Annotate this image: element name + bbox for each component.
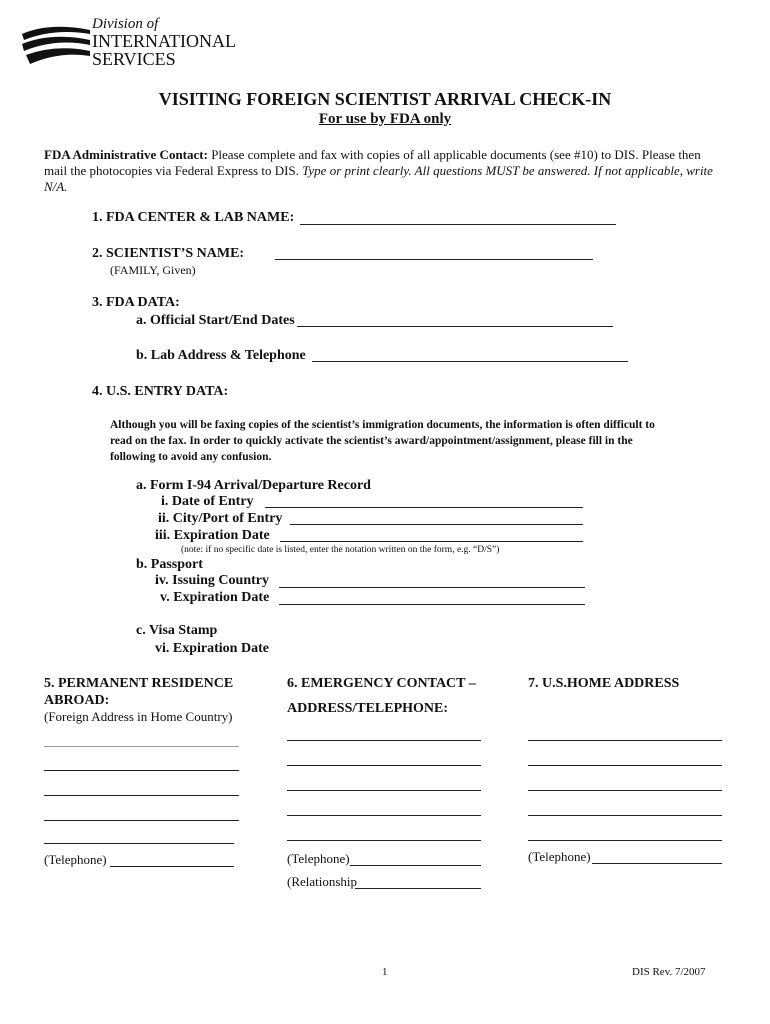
col6-address-line[interactable]: [287, 840, 481, 841]
passport-expiration-field[interactable]: [279, 604, 585, 605]
col5-address-line[interactable]: [44, 746, 239, 747]
visa-heading: c. Visa Stamp: [136, 623, 218, 638]
intro-italic: Type or print clearly. All questions MUST be answered. If not applicable, write: [302, 163, 713, 178]
i94-date-of-entry-field[interactable]: [265, 507, 583, 508]
q3a-label: a. Official Start/End Dates: [136, 313, 295, 328]
col7-telephone-label: (Telephone): [528, 849, 591, 864]
passport-heading: b. Passport: [136, 557, 203, 572]
intro-text2: mail the photocopies via Federal Express to DIS.: [44, 163, 303, 178]
col5-telephone-field[interactable]: [110, 866, 234, 867]
logo-services: SERVICES: [92, 49, 176, 69]
col6-telephone-label: (Telephone): [287, 851, 350, 866]
intro-label: FDA Administrative Contact:: [44, 147, 208, 162]
q3-label: 3. FDA DATA:: [92, 295, 180, 310]
q4-label: 4. U.S. ENTRY DATA:: [92, 384, 229, 399]
col5-hint: (Foreign Address in Home Country): [44, 709, 233, 724]
logo: [20, 16, 260, 68]
q4-note-line: following to avoid any confusion.: [110, 451, 272, 463]
q2-label: 2. SCIENTIST’S NAME:: [92, 246, 245, 261]
col5-heading2: ABROAD:: [44, 693, 110, 708]
q3b-field[interactable]: [312, 361, 628, 362]
page-title: VISITING FOREIGN SCIENTIST ARRIVAL CHECK-IN: [158, 89, 612, 109]
col6-address-line[interactable]: [287, 815, 481, 816]
col6-address-line[interactable]: [287, 790, 481, 791]
passport-country-label: iv. Issuing Country: [155, 573, 269, 588]
q4-note-line: Although you will be faxing copies of the scientist’s immigration documents, the information is often difficult to: [110, 419, 655, 431]
intro-italic2: N/A.: [44, 179, 68, 194]
q4-note-line: read on the fax. In order to quickly activate the scientist’s award/appointment/assignment, please fill in the: [110, 435, 633, 447]
intro-text1: Please complete and fax with copies of all applicable documents (see #10) to DIS. Please then: [207, 147, 701, 162]
col7-telephone-field[interactable]: [592, 863, 722, 864]
col7-heading: 7. U.S.HOME ADDRESS: [528, 676, 680, 691]
col6-relationship-field[interactable]: [355, 888, 481, 889]
col7-address-line[interactable]: [528, 840, 722, 841]
col5-address-line[interactable]: [44, 795, 239, 796]
logo-division: Division of: [92, 16, 159, 32]
q3b-label: b. Lab Address & Telephone: [136, 348, 306, 363]
col5-heading1: 5. PERMANENT RESIDENCE: [44, 676, 234, 691]
i94-expiration-field[interactable]: [280, 541, 583, 542]
q2-field[interactable]: [275, 259, 593, 260]
i94-port-of-entry-label: ii. City/Port of Entry: [158, 511, 283, 526]
page-subtitle: For use by FDA only: [318, 111, 452, 127]
col5-address-line[interactable]: [44, 820, 239, 821]
revision-label: DIS Rev. 7/2007: [632, 966, 706, 978]
col6-address-line[interactable]: [287, 740, 481, 741]
col6-telephone-field[interactable]: [350, 865, 481, 866]
q4-note: [110, 417, 750, 465]
i94-heading: a. Form I-94 Arrival/Departure Record: [136, 478, 371, 493]
q2-hint: (FAMILY, Given): [110, 263, 196, 277]
col7-address-line[interactable]: [528, 765, 722, 766]
page-number: 1: [382, 966, 388, 978]
intro-paragraph: [44, 147, 734, 195]
q1-label: 1. FDA CENTER & LAB NAME:: [92, 210, 295, 225]
globe-swoosh-icon: [20, 20, 92, 68]
col5-address-line[interactable]: [44, 843, 234, 844]
col7-address-line[interactable]: [528, 815, 722, 816]
passport-expiration-label: v. Expiration Date: [160, 590, 270, 605]
visa-expiration-label: vi. Expiration Date: [155, 641, 269, 656]
q3a-field[interactable]: [297, 326, 613, 327]
q1-field[interactable]: [300, 224, 616, 225]
i94-expiration-label: iii. Expiration Date: [155, 528, 270, 543]
i94-date-of-entry-label: i. Date of Entry: [161, 494, 254, 509]
col7-address-line[interactable]: [528, 740, 722, 741]
logo-international: INTERNATIONAL: [92, 31, 236, 51]
col7-address-line[interactable]: [528, 790, 722, 791]
col5-telephone-label: (Telephone): [44, 852, 107, 867]
col6-heading2: ADDRESS/TELEPHONE:: [287, 701, 449, 716]
col6-relationship-label: (Relationship: [287, 874, 358, 889]
i94-note: (note: if no specific date is listed, enter the notation written on the form, e.g. “D/S”): [181, 545, 500, 555]
col6-address-line[interactable]: [287, 765, 481, 766]
col6-heading1: 6. EMERGENCY CONTACT –: [287, 676, 476, 691]
col5-address-line[interactable]: [44, 770, 239, 771]
i94-port-of-entry-field[interactable]: [290, 524, 583, 525]
passport-country-field[interactable]: [279, 587, 585, 588]
